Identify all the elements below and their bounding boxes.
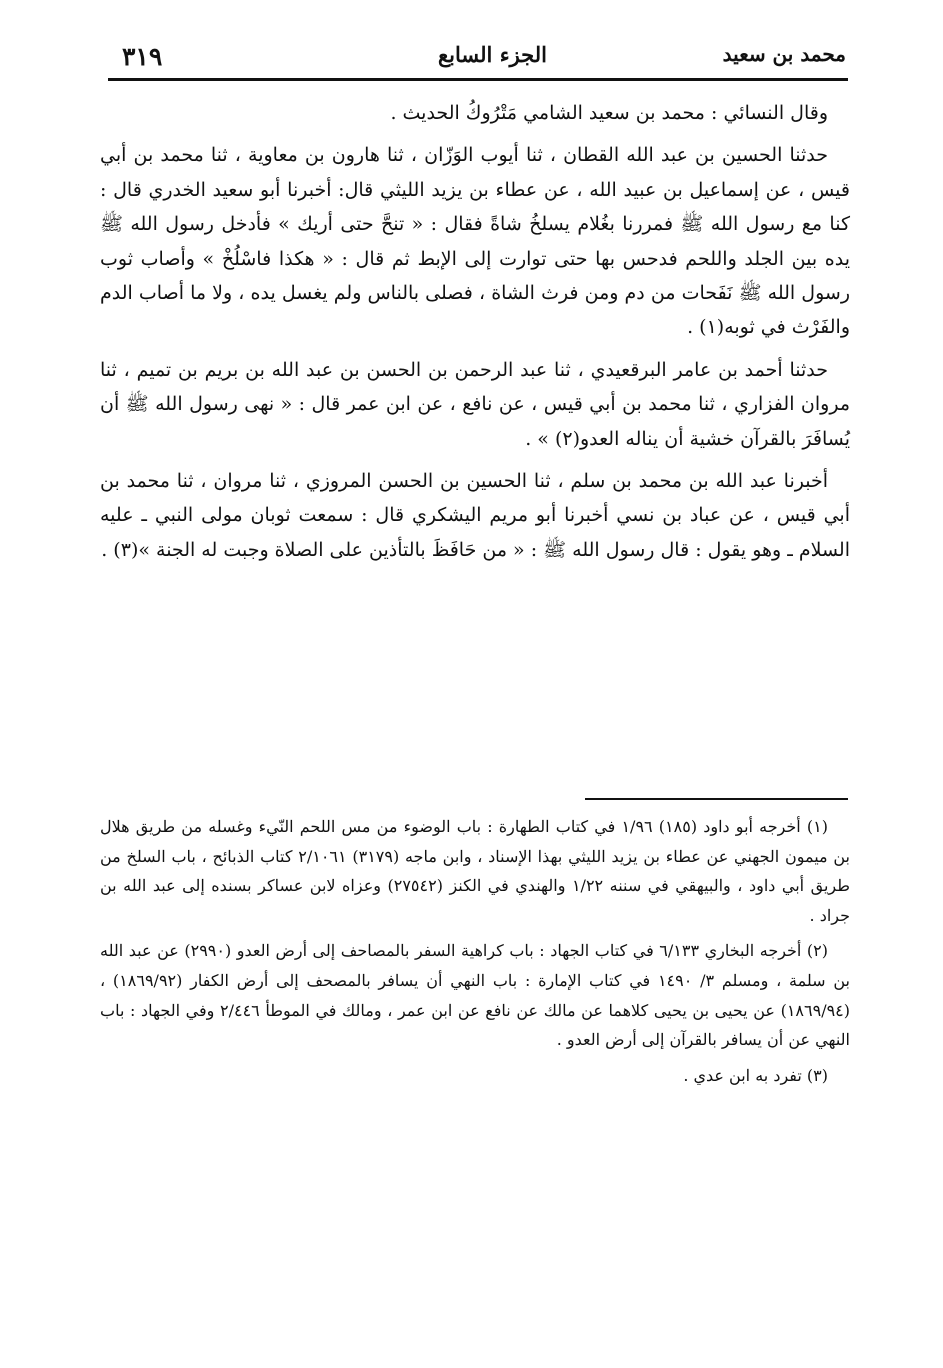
header-rule bbox=[108, 78, 848, 81]
paragraph: حدثنا أحمد بن عامر البرقعيدي ، ثنا عبد الرحمن بن الحسن بن عبد الله بن بريم بن تميم ، ثنا مروان الفزاري ، ثنا محمد بن أبي قيس ، عن نافع ، عن ابن عمر قال : « نهى رسول الله ﷺ أن يُسافَرَ بالقرآن خشية أن يناله العدو(٢) » . bbox=[100, 358, 850, 450]
footnote: (٣) تفرد به ابن عدي . bbox=[683, 1065, 828, 1085]
volume-title: الجزء السابع bbox=[438, 42, 547, 67]
page-header bbox=[108, 38, 848, 78]
main-text bbox=[100, 96, 850, 575]
paragraph: أخبرنا عبد الله بن محمد بن سلم ، ثنا الحسين بن الحسن المروزي ، ثنا مروان ، ثنا محمد بن أبي قيس ، عن عباد بن نسي أخبرنا أبو مريم اليشكري قال : سمعت ثوبان مولى النبي ـ عليه السلام ـ وهو يقول : قال رسول الله ﷺ : « من حَافَظَ بالتأذين على الصلاة وجبت له الجنة »(٣) . bbox=[100, 470, 850, 561]
page-number: ٣١٩ bbox=[122, 42, 163, 71]
footnote-separator bbox=[585, 798, 848, 800]
footnote: (٢) أخرجه البخاري ٦/١٣٣ في كتاب الجهاد : باب كراهية السفر بالمصاحف إلى أرض العدو (٢٩٩٠) عن عبد الله بن سلمة ، ومسلم ٣/ ١٤٩٠ في كتاب الإمارة : باب النهي أن يسافر بالمصحف إلى أرض الكفار (١٨٦٩/٩٢) ، (١٨٦٩/٩٤) عن يحيى بن يحيى كلاهما عن مالك عن نافع عن ابن عمر ، ومالك في الموطأ ٢/٤٤٦ وفي الجهاد : باب النهي عن أن يسافر بالقرآن إلى أرض العدو . bbox=[100, 941, 851, 1050]
running-title: محمد بن سعيد bbox=[722, 42, 846, 66]
paragraph: حدثنا الحسين بن عبد الله القطان ، ثنا أيوب الوَزّان ، ثنا هارون بن معاوية ، ثنا محمد بن أبي قيس ، عن إسماعيل بن عبيد الله ، عن عطاء بن يزيد الليثي قال: أخبرنا أبو سعيد الخدري قال : كنا مع رسول الله ﷺ فمررنا بغُلام يسلخُ شاةً فقال : « تنحَّ حتى أريك » فأدخل رسول الله ﷺ يده بين الجلد واللحم فدحس بها حتى توارت إلى الإبط ثم قال : « هكذا فاسْلُخْ » وأصاب ثوب رسول الله ﷺ نَفَحات من دم ومن فرث الشاة ، فصلى بالناس ولم يغسل يده ، ولا ما أصاب الدم والفَرْث في ثوبه(١) . bbox=[100, 144, 851, 339]
footnote: (١) أخرجه أبو داود (١٨٥) ١/٩٦ في كتاب الطهارة : باب الوضوء من مس اللحم النّيء وغسله من طريق هلال بن ميمون الجهني عن عطاء بن يزيد الليثي بهذا الإسناد ، وابن ماجه (٣١٧٩) ٢/١٠٦١ كتاب الذبائح ، باب السلخ من طريق أبي داود ، والبيهقي في سننه ١/٢٢ والهندي في الكنز (٢٧٥٤٢) وعزاه لابن عساكر بسنده إلى عبد الله بن جراد . bbox=[100, 817, 851, 925]
paragraph: وقال النسائي : محمد بن سعيد الشامي مَتْرُوكُ الحديث . bbox=[390, 102, 828, 124]
footnotes bbox=[100, 812, 850, 1096]
